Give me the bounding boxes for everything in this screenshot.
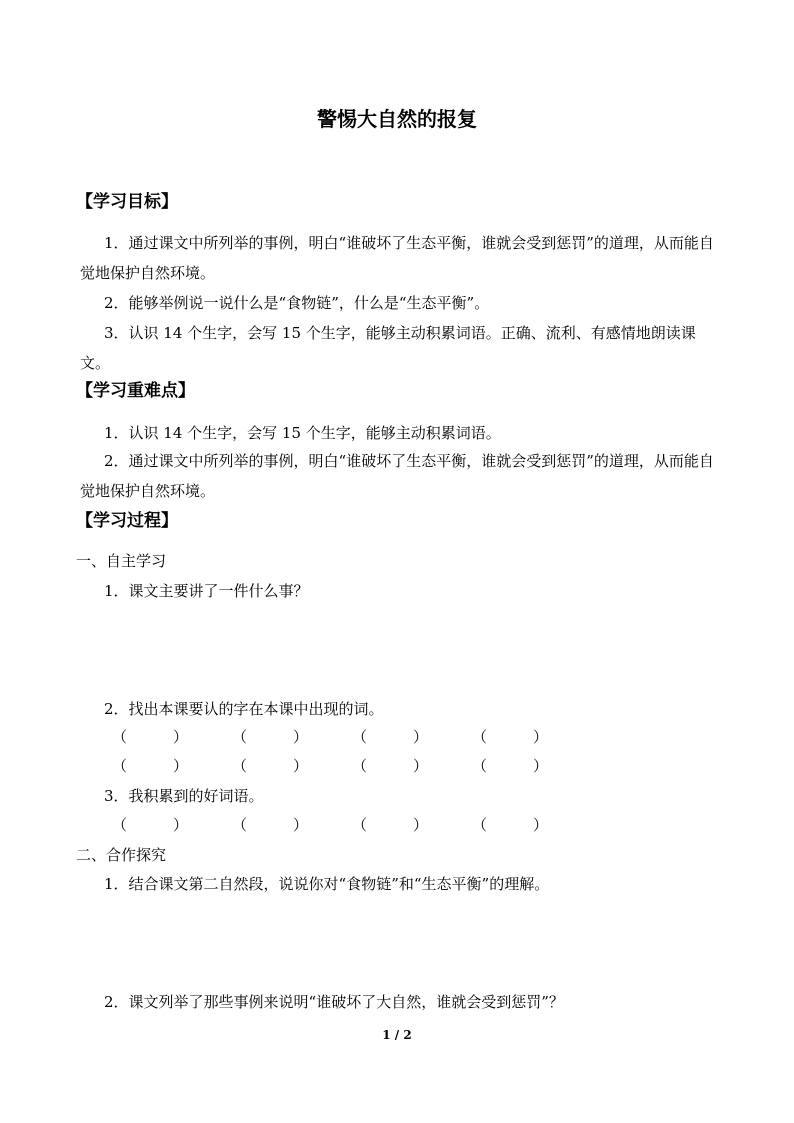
section2-title: 二、合作探究 [76, 846, 167, 864]
objective-item-3: 3．认识 14 个生字，会写 15 个生字，能够主动积累词语。正确、流利、有感情地朗读课文。 [80, 324, 696, 372]
answer-blank[interactable]: （ ） [232, 728, 308, 746]
section2-question-1: 1．结合课文第二自然段，说说你对“食物链”和“生态平衡”的理解。 [104, 875, 550, 893]
section1-question-3: 3．我积累到的好词语。 [104, 787, 264, 805]
answer-blank[interactable]: （ ） [472, 816, 548, 834]
section1-title: 一、自主学习 [76, 552, 167, 570]
objective-item-1: 1．通过课文中所列举的事例，明白“谁破坏了生态平衡，谁就会受到惩罚”的道理，从而能自觉地保护自然环境。 [80, 234, 714, 282]
answer-blank[interactable]: （ ） [112, 816, 188, 834]
key-points-heading: 【学习重难点】 [76, 381, 195, 401]
blank-row-2 [112, 756, 592, 776]
answer-blank[interactable]: （ ） [472, 728, 548, 746]
objectives-heading: 【学习目标】 [76, 192, 178, 212]
page-title: 警惕大自然的报复 [317, 107, 477, 131]
key-point-item-2: 2．通过课文中所列举的事例，明白“谁破坏了生态平衡，谁就会受到惩罚”的道理，从而能自觉地保护自然环境。 [80, 452, 714, 500]
page-number: 1 / 2 [382, 1028, 412, 1042]
answer-blank[interactable]: （ ） [112, 728, 188, 746]
answer-blank[interactable]: （ ） [232, 816, 308, 834]
blank-row-1 [112, 727, 592, 747]
section1-question-1: 1．课文主要讲了一件什么事？ [104, 582, 309, 600]
answer-blank[interactable]: （ ） [232, 757, 308, 775]
process-heading: 【学习过程】 [76, 511, 178, 531]
key-point-item-1: 1．认识 14 个生字，会写 15 个生字，能够主动积累词语。 [104, 424, 501, 442]
answer-blank[interactable]: （ ） [112, 757, 188, 775]
answer-blank[interactable]: （ ） [352, 816, 428, 834]
objective-item-2: 2．能够举例说一说什么是“食物链”，什么是“生态平衡”。 [104, 294, 490, 312]
answer-blank[interactable]: （ ） [352, 757, 428, 775]
answer-blank[interactable]: （ ） [472, 757, 548, 775]
section2-question-2: 2．课文列举了那些事例来说明“谁破坏了大自然，谁就会受到惩罚”？ [104, 993, 564, 1011]
blank-row-3 [112, 815, 592, 835]
answer-blank[interactable]: （ ） [352, 728, 428, 746]
section1-question-2: 2．找出本课要认的字在本课中出现的词。 [104, 700, 384, 718]
